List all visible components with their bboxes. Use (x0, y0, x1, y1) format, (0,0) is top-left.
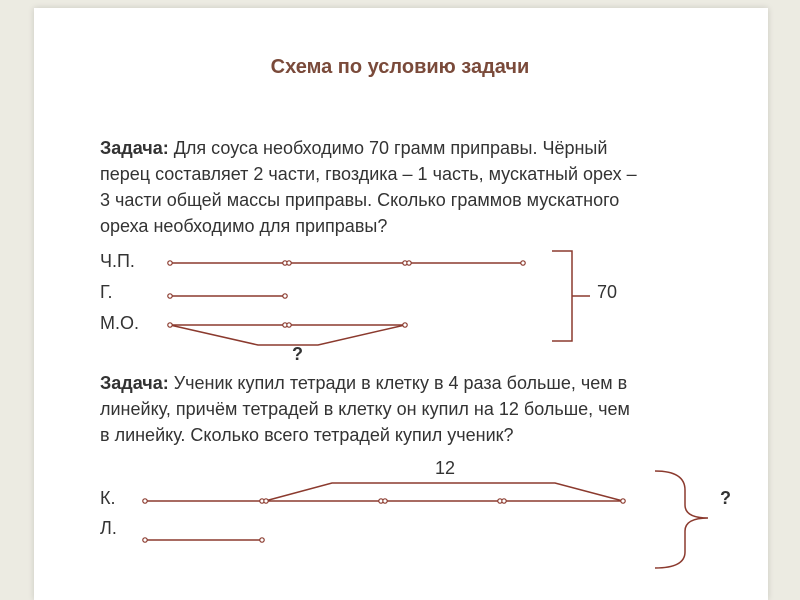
total-notebooks-brace (655, 471, 708, 568)
task2-label: Задача: (100, 373, 169, 393)
segment-point (502, 499, 506, 503)
segment-point (283, 294, 287, 298)
segment-point (264, 499, 268, 503)
task2-text-line-2: линейку, причём тетрадей в клетку он купил на 12 больше, чем (100, 399, 630, 419)
total-brace (552, 251, 590, 341)
task1-label: Задача: (100, 138, 169, 158)
segment-point (287, 261, 291, 265)
segment-point (168, 294, 172, 298)
total-mass-label: 70 (597, 282, 618, 302)
slide-title: Схема по условию задачи (270, 56, 530, 78)
row-label-grid: К. (100, 488, 116, 508)
segment-point (168, 261, 172, 265)
row-label-lined: Л. (100, 518, 117, 538)
task2-text-line-3: в линейку. Сколько всего тетрадей купил ученик? (100, 425, 514, 445)
task1-text-line-2: перец составляет 2 части, гвоздика – 1 часть, мускатный орех – (100, 164, 637, 184)
task2-line: Ученик купил тетради в клетку в 4 раза больше, чем в (168, 373, 628, 393)
row-label-nutmeg: М.О. (100, 313, 139, 333)
total-question-mark: ? (720, 488, 731, 508)
task1-text-line-3: 3 части общей массы приправы. Сколько граммов мускатного (100, 190, 620, 210)
row-label-pepper: Ч.П. (100, 251, 135, 271)
segment-point (168, 323, 172, 327)
segment-point (383, 499, 387, 503)
segment-point (143, 499, 147, 503)
segment-point (143, 538, 147, 542)
nutmeg-under-brace (170, 325, 405, 345)
task1-line: Для соуса необходимо 70 грамм приправы. Чёрный (168, 138, 608, 158)
task1-text-line-4: ореха необходимо для приправы? (100, 216, 388, 236)
segment-point (287, 323, 291, 327)
segment-point (621, 499, 625, 503)
segment-point (260, 538, 264, 542)
segment-point (403, 323, 407, 327)
difference-over-brace (265, 483, 623, 501)
row-label-clove: Г. (100, 282, 113, 302)
segment-point (521, 261, 525, 265)
segment-point (407, 261, 411, 265)
difference-label: 12 (435, 458, 456, 478)
nutmeg-question-mark: ? (292, 344, 303, 364)
